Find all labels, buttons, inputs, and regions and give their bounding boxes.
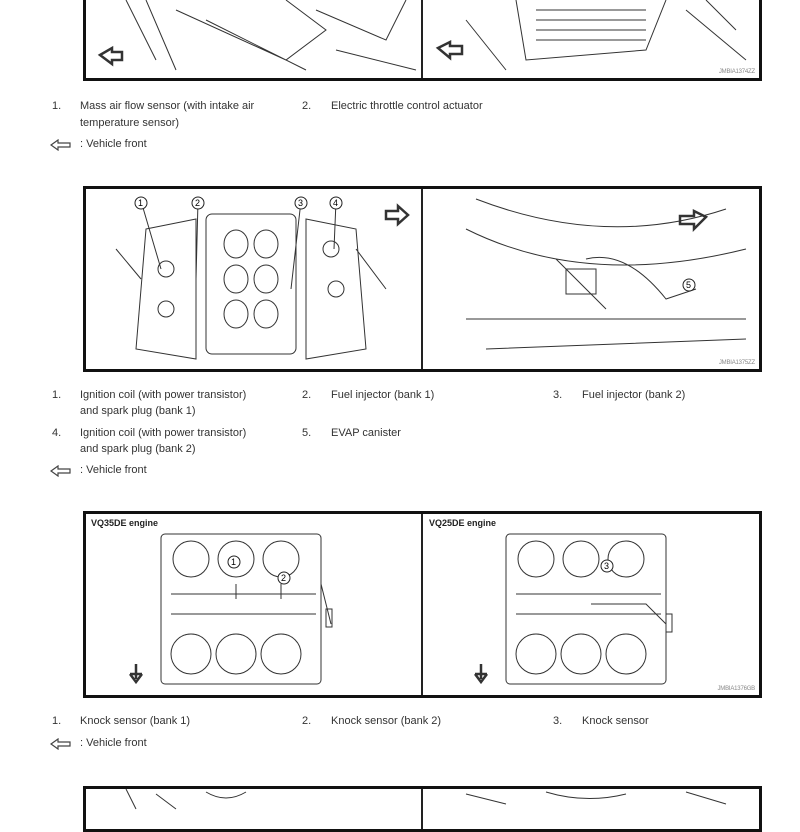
svg-text:3: 3 [604,561,610,571]
legend-number: 1. [52,389,62,401]
legend-number: 2. [302,715,312,727]
svg-text:1: 1 [231,557,237,567]
panel-divider [421,0,423,78]
callout-5 [683,279,695,291]
legend-number: 2. [302,389,312,401]
vehicle-front-label: : Vehicle front [80,737,147,749]
vehicle-front-label: : Vehicle front [80,138,147,150]
legend-text: Knock sensor (bank 2) [331,715,442,727]
callout-4 [330,197,342,209]
vehicle-front-arrow-icon [50,465,72,477]
figure-next [83,786,762,832]
callout-2 [192,197,204,209]
panel-label-vq35de: VQ35DE engine [91,518,159,528]
svg-text:4: 4 [333,198,339,208]
legend-text: Knock sensor (bank 1) [80,715,191,727]
panel-divider [421,789,423,829]
vehicle-front-arrow-icon [50,738,72,750]
svg-text:5: 5 [686,280,692,290]
vehicle-front-label: : Vehicle front [80,464,147,476]
figure-knock-sensors [83,511,762,698]
legend-number: 5. [302,427,312,439]
figure-maf-throttle [83,0,762,81]
panel-divider [421,514,423,695]
legend-text: Knock sensor [582,715,649,727]
legend-text: Ignition coil (with power transistor) [80,427,247,439]
callout-1 [228,556,240,568]
callout-3 [295,197,307,209]
legend-text: temperature sensor) [80,117,180,129]
svg-text:2: 2 [195,198,201,208]
figure-ignition-injectors [83,186,762,372]
vehicle-front-arrow-icon [50,139,72,151]
legend-text: Electric throttle control actuator [331,100,483,112]
callout-3 [601,560,613,572]
figure-code: JMBIA1374ZZ [718,69,755,75]
legend-text: Fuel injector (bank 2) [582,389,686,401]
legend-number: 4. [52,427,62,439]
figure-code: JMBIA1376GB [717,686,755,692]
legend-number: 1. [52,715,62,727]
legend-number: 1. [52,100,62,112]
legend-text: Ignition coil (with power transistor) [80,389,247,401]
legend-text: Mass air flow sensor (with intake air [80,100,255,112]
panel-label-vq25de: VQ25DE engine [429,518,497,528]
legend-text: Fuel injector (bank 1) [331,389,435,401]
svg-text:2: 2 [281,573,287,583]
svg-text:1: 1 [138,198,144,208]
svg-text:3: 3 [298,198,304,208]
figure-code: JMBIA1375ZZ [718,360,755,366]
legend-number: 3. [553,389,563,401]
legend-number: 3. [553,715,563,727]
legend-text: EVAP canister [331,427,401,439]
callout-1 [135,197,147,209]
legend-text: and spark plug (bank 2) [80,443,196,455]
legend-text: and spark plug (bank 1) [80,405,196,417]
callout-2 [278,572,290,584]
legend-number: 2. [302,100,312,112]
panel-divider [421,189,423,369]
